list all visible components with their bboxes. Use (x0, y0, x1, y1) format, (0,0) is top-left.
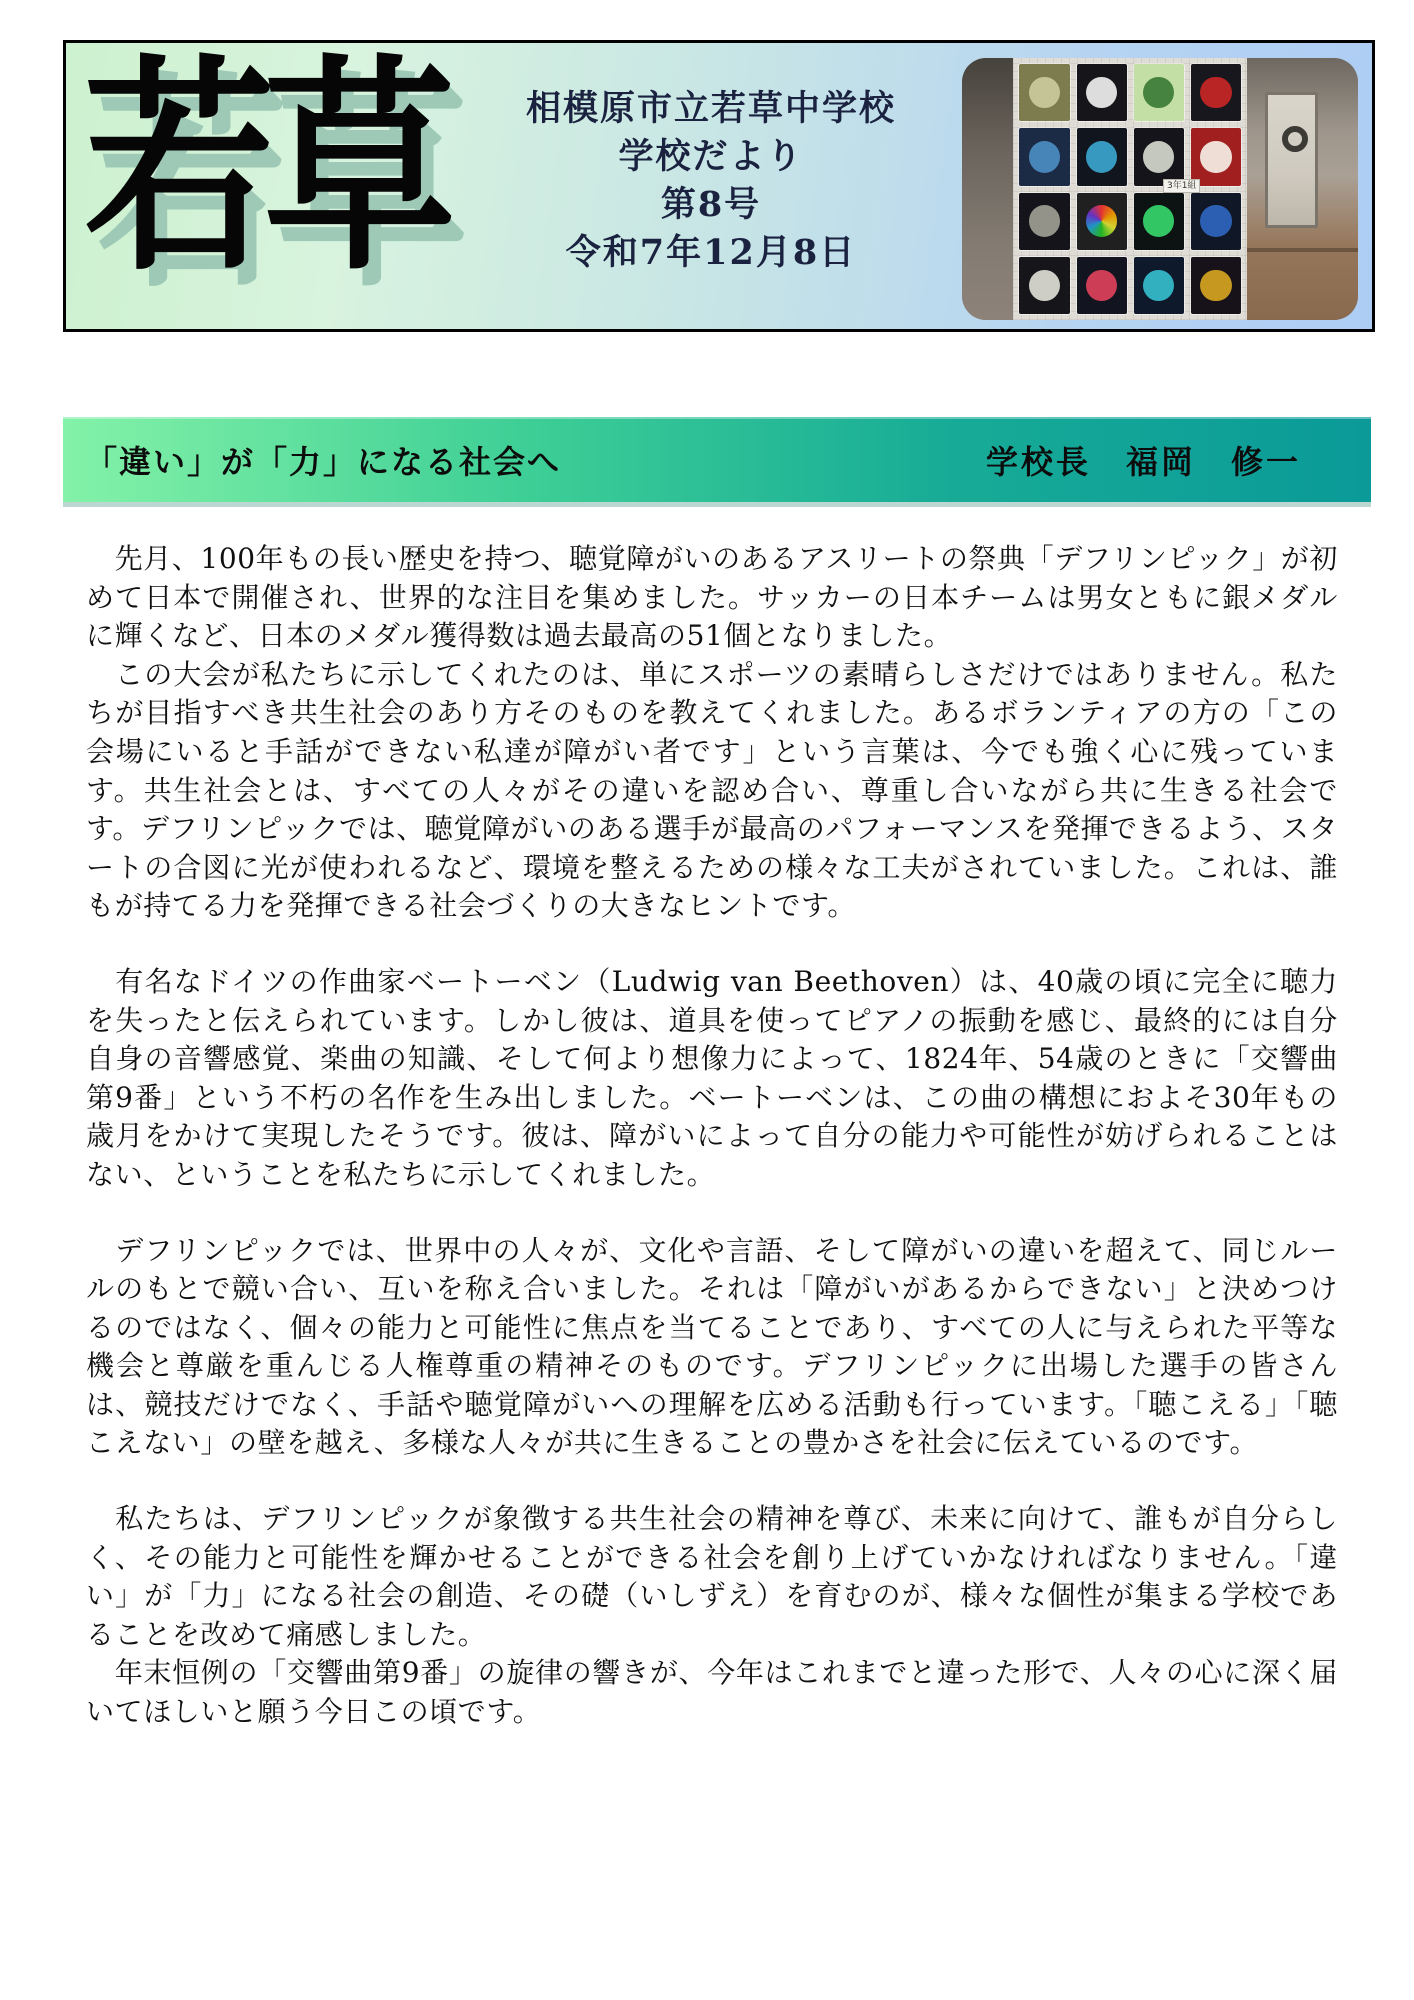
artwork-motif (1200, 141, 1231, 172)
artwork-tile (1134, 193, 1184, 250)
artwork-tile (1191, 193, 1241, 250)
masthead-banner (63, 33, 1375, 332)
artwork-tile (1134, 257, 1184, 314)
artwork-motif (1029, 77, 1060, 108)
artwork-tile (1077, 193, 1127, 250)
artwork-motif (1143, 141, 1174, 172)
artwork-motif (1086, 205, 1117, 236)
banner-photo (962, 58, 1358, 320)
photo-pegboard-wall (1013, 58, 1247, 320)
artwork-tile (1191, 128, 1241, 185)
issue-date: 令和7年12月8日 (565, 232, 857, 273)
artwork-motif (1143, 270, 1174, 301)
artwork-motif (1200, 77, 1231, 108)
photo-class-label: 3年1組 (1163, 179, 1200, 193)
article-paragraph: 年末恒例の「交響曲第9番」の旋律の響きが、今年はこれまでと違った形で、人々の心に深く届いてほしいと願う今日この頃です。 (86, 1656, 1338, 1729)
artwork-motif (1200, 205, 1231, 236)
section-header-bar (63, 417, 1371, 502)
section-author: 学校長 福岡 修一 (985, 442, 1301, 481)
photo-door (1265, 92, 1318, 228)
article-paragraph: 有名なドイツの作曲家ベートーベン（Ludwig van Beethoven）は、40歳の頃に完全に聴力を失ったと伝えられています。しかし彼は、道具を使ってピアノの振動を感じ、最終的には自分自身の音響感覚、楽曲の知識、そして何より想像力によって、1824年、54歳のときに「交響曲第9番」という不朽の名作を生み出しました。ベートーベンは、この曲の構想におよそ30年もの歳月をかけて実現したそうです。彼は、障がいによって自分の能力や可能性が妨げられることはない、ということを私たちに示してくれました。 (86, 964, 1338, 1191)
artwork-motif (1086, 77, 1117, 108)
article-body (86, 540, 1338, 1732)
artwork-motif (1200, 270, 1231, 301)
artwork-motif (1086, 270, 1117, 301)
artwork-tile (1191, 64, 1241, 121)
issue-number: 第8号 (660, 184, 762, 225)
artwork-tile (1019, 64, 1069, 121)
photo-floor-line (1247, 248, 1358, 252)
school-name: 相模原市立若草中学校 (525, 88, 896, 129)
artwork-tile (1134, 64, 1184, 121)
artwork-tile (1019, 128, 1069, 185)
newsletter-type: 学校だより (618, 136, 804, 177)
artwork-grid (1019, 64, 1241, 314)
photo-dark-corner (962, 58, 1017, 320)
artwork-tile (1077, 64, 1127, 121)
artwork-motif (1029, 270, 1060, 301)
section-title: 「違い」が「力」になる社会へ (85, 442, 562, 481)
masthead-info (431, 85, 991, 277)
artwork-motif (1143, 77, 1174, 108)
photo-wreath (1282, 126, 1308, 152)
article-paragraph: この大会が私たちに示してくれたのは、単にスポーツの素晴らしさだけではありません。私たちが目指すべき共生社会のあり方そのものを教えてくれました。あるボランティアの方の「この会場にいると手話ができない私達が障がい者です」という言葉は、今でも強く心に残っています。共生社会とは、すべての人々がその違いを認め合い、尊重し合いながら共に生きる社会です。デフリンピックでは、聴覚障がいのある選手が最高のパフォーマンスを発揮できるよう、スタートの合図に光が使われるなど、環境を整えるための様々な工夫がされていました。これは、誰もが持てる力を発揮できる社会づくりの大きなヒントです。 (86, 657, 1338, 923)
artwork-motif (1029, 141, 1060, 172)
artwork-tile (1134, 128, 1184, 185)
artwork-motif (1086, 141, 1117, 172)
article-paragraph: 先月、100年もの長い歴史を持つ、聴覚障がいのあるアスリートの祭典「デフリンピック」が初めて日本で開催され、世界的な注目を集めました。サッカーの日本チームは男女ともに銀メダルに輝くなど、日本のメダル獲得数は過去最高の51個となりました。 (86, 542, 1338, 653)
artwork-tile (1191, 257, 1241, 314)
artwork-tile (1077, 128, 1127, 185)
artwork-motif (1143, 205, 1174, 236)
artwork-tile (1019, 257, 1069, 314)
artwork-tile (1019, 193, 1069, 250)
article-paragraph: 私たちは、デフリンピックが象徴する共生社会の精神を尊び、未来に向けて、誰もが自分らしく、その能力と可能性を輝かせることができる社会を創り上げていかなければなりません。「違い」が「力」になる社会の創造、その礎（いしずえ）を育むのが、様々な個性が集まる学校であることを改めて痛感しました。 (86, 1502, 1338, 1651)
photo-hallway (1247, 58, 1358, 320)
artwork-motif (1029, 205, 1060, 236)
article-paragraph: デフリンピックでは、世界中の人々が、文化や言語、そして障がいの違いを超えて、同じルールのもとで競い合い、互いを称え合いました。それは「障がいがあるからできない」と決めつけるのではなく、個々の能力と可能性に焦点を当てることであり、すべての人に与えられた平等な機会と尊厳を重んじる人権尊重の精神そのものです。デフリンピックに出場した選手の皆さんは、競技だけでなく、手話や聴覚障がいへの理解を広める活動も行っています。「聴こえる」「聴こえない」の壁を越え、多様な人々が共に生きることの豊かさを社会に伝えているのです。 (86, 1233, 1338, 1460)
newsletter-title-calligraphy: 若草 (84, 33, 444, 301)
artwork-tile (1077, 257, 1127, 314)
